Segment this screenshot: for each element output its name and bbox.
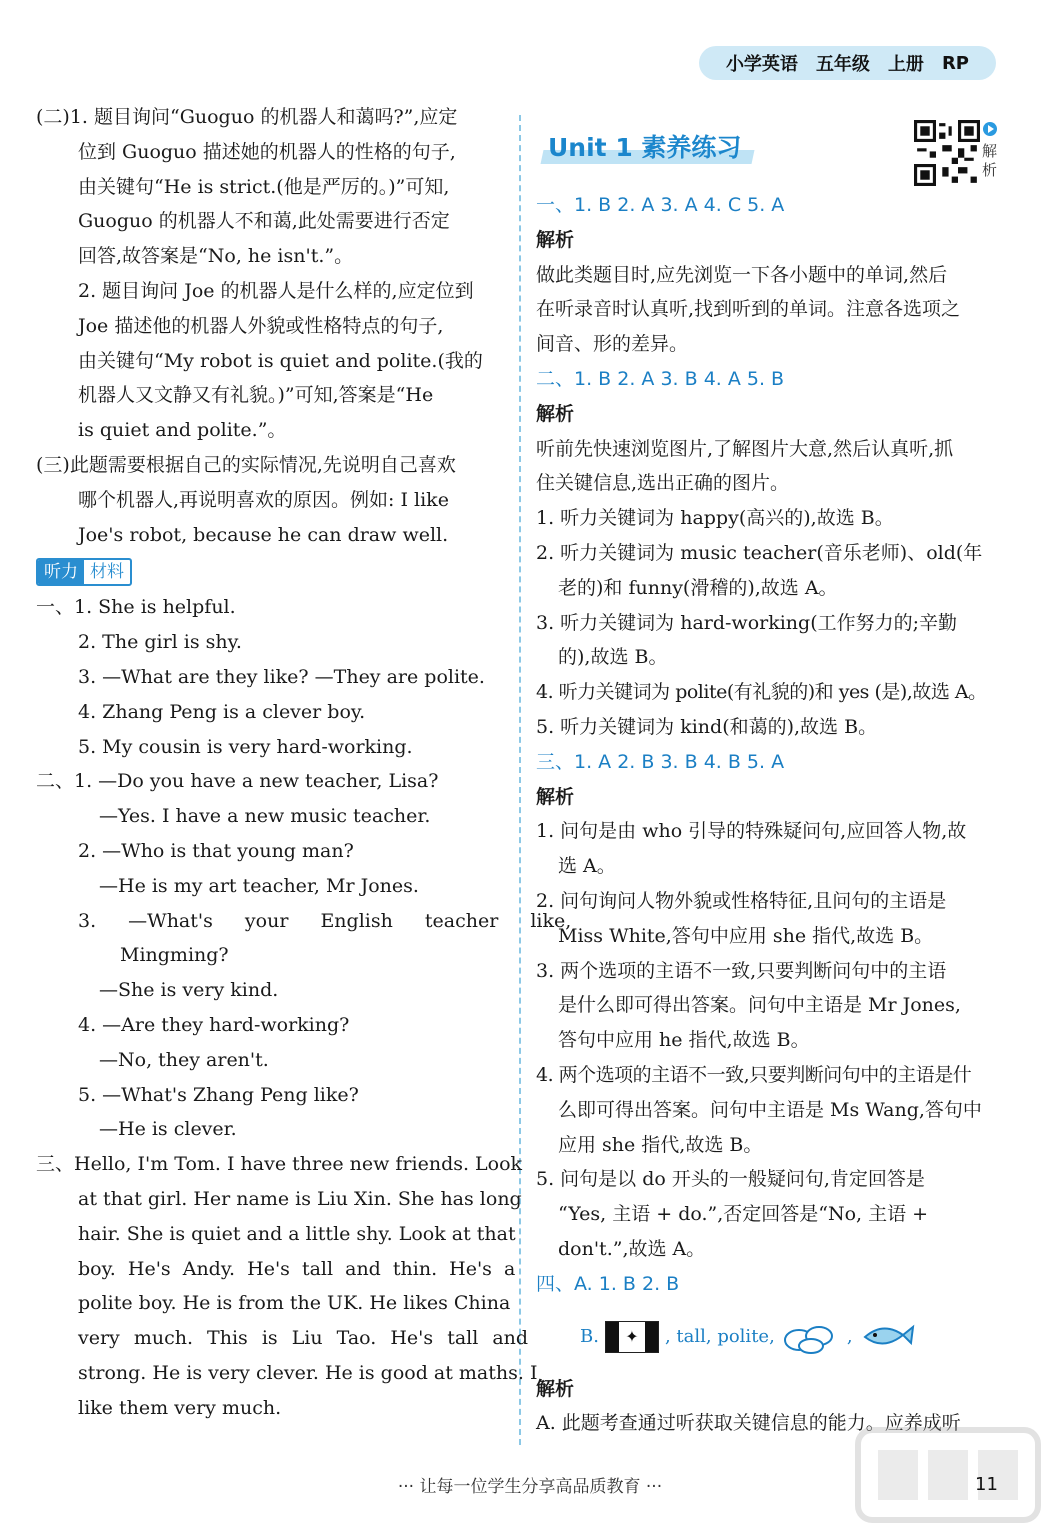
text-line: 由关键句“He is strict.(他是严厉的。)”可知, bbox=[78, 175, 450, 198]
comma-sep: , bbox=[846, 1326, 853, 1347]
right-column bbox=[536, 100, 1006, 1441]
answer-line: 二、1. B 2. A 3. B 4. A 5. B bbox=[536, 367, 785, 390]
text-line: 4. 听力关键词为 polite(有礼貌的)和 yes (是),故选 A。 bbox=[536, 681, 987, 704]
text-line: 3. 两个选项的主语不一致,只要判断问句中的主语 bbox=[536, 959, 947, 982]
script-line: 2. —Who is that young man? bbox=[78, 839, 354, 862]
text-line: Joe 描述他的机器人外貌或性格特点的句子, bbox=[78, 314, 444, 337]
unit-title: Unit 1 素养练习 bbox=[542, 128, 747, 164]
text-line: 做此类题目时,应先浏览一下各小题中的单词,然后 bbox=[536, 263, 948, 286]
text-line: “Yes, 主语 + do.”,否定回答是“No, 主语 + bbox=[558, 1203, 929, 1226]
script-line: 一、1. She is helpful. bbox=[36, 596, 236, 619]
script-line: 3. —What's your English teacher like, bbox=[78, 909, 572, 932]
footer-slogan: ··· 让每一位学生分享高品质教育 ··· bbox=[397, 1477, 663, 1497]
script-line: Mingming? bbox=[120, 944, 229, 967]
text-line: (三)此题需要根据自己的实际情况,先说明自己喜欢 bbox=[36, 453, 456, 476]
text-line: Joe's robot, because he can draw well. bbox=[78, 523, 449, 546]
edition-label: RP bbox=[941, 52, 969, 74]
text-line: don't.”,故选 A。 bbox=[558, 1237, 706, 1260]
answer-b-prefix: B. bbox=[580, 1326, 599, 1347]
script-line: 4. Zhang Peng is a clever boy. bbox=[78, 700, 366, 723]
script-line: strong. He is very clever. He is good at maths. I bbox=[78, 1361, 538, 1384]
text-line: 1. 听力关键词为 happy(高兴的),故选 B。 bbox=[536, 507, 894, 530]
text-line: 4. 两个选项的主语不一致,只要判断问句中的主语是什 bbox=[536, 1063, 972, 1086]
script-line: —No, they aren't. bbox=[99, 1048, 269, 1071]
text-line: 选 A。 bbox=[558, 855, 616, 878]
text-line: Miss White,答句中应用 she 指代,故选 B。 bbox=[558, 924, 934, 947]
header-badge bbox=[699, 46, 996, 80]
analysis-heading: 解析 bbox=[536, 785, 575, 808]
script-line: 3. —What are they like? —They are polite. bbox=[78, 665, 485, 688]
text-line: 1. 问句是由 who 引导的特殊疑问句,应回答人物,故 bbox=[536, 820, 967, 843]
script-line: —He is clever. bbox=[99, 1118, 237, 1141]
script-line: polite boy. He is from the UK. He likes China bbox=[78, 1292, 511, 1315]
script-line: at that girl. Her name is Liu Xin. She has long bbox=[78, 1187, 522, 1210]
text-line: 的),故选 B。 bbox=[558, 646, 668, 669]
script-line: 5. My cousin is very hard-working. bbox=[78, 735, 413, 758]
fish-icon bbox=[859, 1315, 915, 1359]
text-line: is quiet and polite.”。 bbox=[78, 419, 287, 442]
volume-label: 上册 bbox=[887, 54, 924, 75]
text-line: 间音、形的差异。 bbox=[536, 333, 689, 356]
watermark-logo bbox=[848, 1420, 1048, 1530]
text-line: 位到 Guoguo 描述她的机器人的性格的句子, bbox=[78, 140, 456, 163]
script-line: 5. —What's Zhang Peng like? bbox=[78, 1083, 359, 1106]
text-line: 2. 题目询问 Joe 的机器人是什么样的,应定位到 bbox=[78, 279, 474, 302]
grade-label: 五年级 bbox=[815, 54, 870, 75]
text-line: 5. 问句是以 do 开头的一般疑问句,肯定回答是 bbox=[536, 1168, 925, 1191]
text-line: 哪个机器人,再说明喜欢的原因。例如: I like bbox=[78, 488, 449, 511]
text-line: 在听录音时认真听,找到听到的单词。注意各选项之 bbox=[536, 298, 961, 321]
script-line: 三、Hello, I'm Tom. I have three new friends. Look bbox=[36, 1153, 523, 1176]
answer-images-row bbox=[536, 1302, 1006, 1372]
page-number: 11 bbox=[975, 1474, 998, 1495]
answer-line: 三、1. A 2. B 3. B 4. B 5. A bbox=[536, 750, 785, 773]
script-line: —He is my art teacher, Mr Jones. bbox=[99, 874, 419, 897]
column-divider bbox=[519, 115, 521, 1445]
text-line: 3. 听力关键词为 hard-working(工作努力的;辛勤 bbox=[536, 611, 958, 634]
analysis-heading: 解析 bbox=[536, 228, 575, 251]
tag-part-a: 听力 bbox=[38, 560, 84, 584]
text-line: 应用 she 指代,故选 B。 bbox=[558, 1133, 763, 1156]
text-line: (二)1. 题目询问“Guoguo 的机器人和蔼吗?”,应定 bbox=[36, 106, 458, 128]
text-line: 回答,故答案是“No, he isn't.”。 bbox=[78, 245, 354, 268]
text-line: 2. 听力关键词为 music teacher(音乐老师)、old(年 bbox=[536, 541, 983, 564]
script-line: boy. He's Andy. He's tall and thin. He's a bbox=[78, 1257, 516, 1280]
script-line: very much. This is Liu Tao. He's tall and bbox=[78, 1327, 529, 1350]
script-line: 4. —Are they hard-working? bbox=[78, 1013, 350, 1036]
subject-label: 小学英语 bbox=[725, 54, 798, 75]
text-line: 机器人又文静又有礼貌。)”可知,答案是“He bbox=[78, 384, 434, 407]
listening-material-tag bbox=[36, 558, 132, 586]
script-line: like them very much. bbox=[78, 1396, 282, 1419]
text-line: Guoguo 的机器人不和蔼,此处需要进行否定 bbox=[78, 210, 450, 233]
text-line: 听前先快速浏览图片,了解图片大意,然后认真听,抓 bbox=[536, 437, 954, 460]
answer-b-words: , tall, polite, bbox=[664, 1326, 775, 1347]
script-line: —She is very kind. bbox=[99, 979, 279, 1002]
script-line: 二、1. —Do you have a new teacher, Lisa? bbox=[36, 770, 439, 793]
analysis-heading: 解析 bbox=[536, 402, 575, 425]
potatoes-icon bbox=[781, 1320, 841, 1354]
text-line: 么即可得出答案。问句中主语是 Ms Wang,答句中 bbox=[558, 1098, 982, 1121]
tag-part-b: 材料 bbox=[90, 562, 124, 583]
qr-label: 解析 bbox=[982, 142, 998, 179]
script-line: —Yes. I have a new music teacher. bbox=[99, 805, 431, 828]
text-line: A. 此题考查通过听获取关键信息的能力。应养成听 bbox=[536, 1412, 961, 1435]
canada-flag-icon: ✦ bbox=[605, 1321, 659, 1353]
answer-line: 四、A. 1. B 2. B bbox=[536, 1272, 680, 1295]
text-line: 2. 问句询问人物外貌或性格特征,且问句的主语是 bbox=[536, 889, 947, 912]
text-line: 住关键信息,选出正确的图片。 bbox=[536, 472, 790, 495]
text-line: 由关键句“My robot is quiet and polite.(我的 bbox=[78, 349, 483, 372]
text-line: 5. 听力关键词为 kind(和蔼的),故选 B。 bbox=[536, 715, 878, 738]
script-line: hair. She is quiet and a little shy. Look at that bbox=[78, 1222, 516, 1245]
script-line: 2. The girl is shy. bbox=[78, 631, 242, 654]
answer-line: 一、1. B 2. A 3. A 4. C 5. A bbox=[536, 194, 785, 216]
text-line: 答句中应用 he 指代,故选 B。 bbox=[558, 1029, 810, 1052]
analysis-heading: 解析 bbox=[536, 1377, 575, 1400]
text-line: 是什么即可得出答案。问句中主语是 Mr Jones, bbox=[558, 994, 961, 1017]
text-line: 老的)和 funny(滑稽的),故选 A。 bbox=[558, 576, 838, 599]
